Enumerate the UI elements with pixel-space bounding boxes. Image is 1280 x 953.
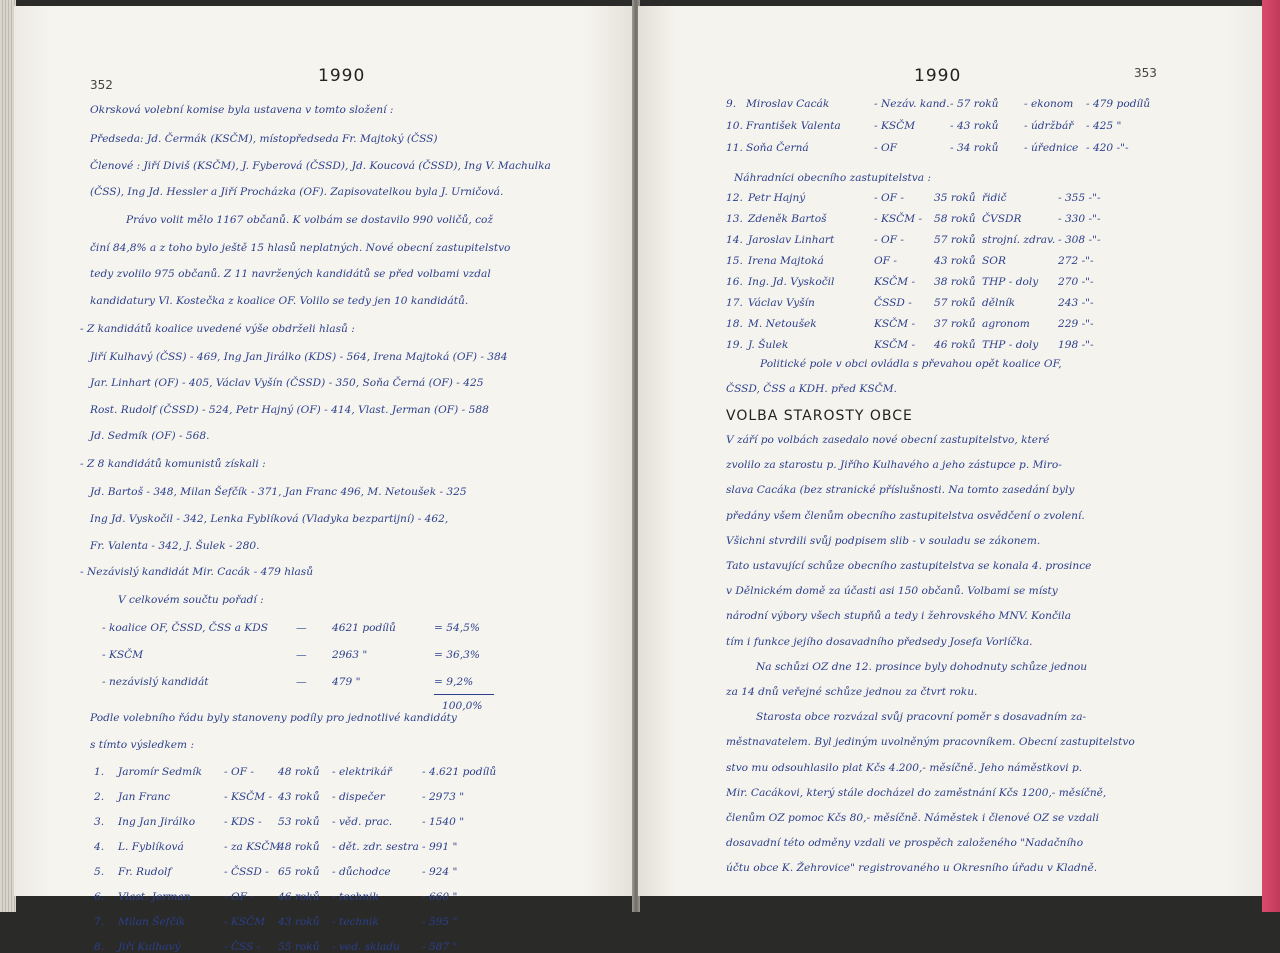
body-line: Všichni stvrdili svůj podpisem slib - v souladu se zákonem. <box>726 534 1041 547</box>
body-line: v Dělnickém domě za účasti asi 150 občanů. Volbami se místy <box>726 585 1058 598</box>
cell-party: - za KSČM <box>224 841 281 853</box>
cell-name: Vlast. Jerman <box>118 891 191 903</box>
text-line: Právo volit mělo 1167 občanů. K volbám se dostavilo 990 voličů, což <box>126 214 493 226</box>
cell-age: 43 roků <box>278 916 320 928</box>
body-line: Na schůzi OZ dne 12. prosince byly dohodnuty schůze jednou <box>756 660 1088 673</box>
body-line: za 14 dnů veřejné schůze jednou za čtvrt roku. <box>726 686 978 698</box>
cell-job: - technik <box>332 916 379 928</box>
cell-n: 5. <box>94 866 105 878</box>
cell-votes: - 420 -"- <box>1086 142 1129 154</box>
summary-label: - KSČM <box>102 649 144 661</box>
cell-name: Ing Jan Jirálko <box>118 816 196 828</box>
summary-label: - koalice OF, ČSSD, ČSS a KDS <box>102 622 268 634</box>
cell-party: - KSČM <box>874 120 916 132</box>
cell-name: Ing. Jd. Vyskočil <box>748 276 835 288</box>
cell-name: Jan Franc <box>118 791 171 803</box>
cell-job: - technik <box>332 891 379 903</box>
cell-age: - 34 roků <box>950 142 999 154</box>
body-line: předány všem členům obecního zastupitelstva osvědčení o zvolení. <box>726 509 1085 522</box>
text-line: Rost. Rudolf (ČSSD) - 524, Petr Hajný (OF) - 414, Vlast. Jerman (OF) - 588 <box>90 404 489 416</box>
cell-party: - OF <box>874 142 897 154</box>
cell-age: 58 roků <box>934 213 976 225</box>
summary-label: - nezávislý kandidát <box>102 676 209 688</box>
body-line: zvolilo za starostu p. Jiřího Kulhavého a jeho zástupce p. Miro- <box>726 459 1062 472</box>
cell-n: 18. <box>726 318 743 330</box>
cell-name: L. Fyblíková <box>118 841 184 853</box>
right-page-number: 353 <box>1134 66 1157 80</box>
text-line: Jd. Bartoš - 348, Milan Šefčík - 371, Jan Franc 496, M. Netoušek - 325 <box>90 486 467 498</box>
cell-name: Václav Vyšín <box>748 297 815 309</box>
cell-age: 35 roků <box>934 192 976 204</box>
text-line: - Z 8 kandidátů komunistů získali : <box>80 458 266 470</box>
cell-n: 1. <box>94 766 105 778</box>
cell-n: 13. <box>726 213 743 225</box>
cell-n: 16. <box>726 276 743 288</box>
summary-votes: 2963 " <box>332 649 368 661</box>
text-line: tedy zvolilo 975 občanů. Z 11 navržených kandidátů se před volbami vzdal <box>90 268 491 280</box>
cell-party: OF - <box>874 255 897 267</box>
cell-n: 2. <box>94 791 105 803</box>
cell-age: 43 roků <box>934 255 976 267</box>
cell-age: 57 roků <box>934 297 976 309</box>
cell-name: Zdeněk Bartoš <box>748 213 827 225</box>
body-line: tím i funkce jejího dosavadního předsedy Josefa Vorlíčka. <box>726 635 1033 648</box>
cell-name: Jiří Kulhavý <box>118 941 181 953</box>
summary-total: 100,0% <box>442 700 483 712</box>
cell-job: ČVSDR <box>982 213 1022 225</box>
cell-votes: - 1540 " <box>422 816 465 828</box>
body-line: stvo mu odsouhlasilo plat Kčs 4.200,- měsíčně. Jeho náměstkovi p. <box>726 761 1083 774</box>
summary-pct: = 54,5% <box>434 622 480 634</box>
text-line: Ing Jd. Vyskočil - 342, Lenka Fyblíková (Vladyka bezpartijní) - 462, <box>90 513 449 525</box>
cell-n: 6. <box>94 891 105 903</box>
cell-votes: - 2973 " <box>422 791 465 803</box>
body-line: dosavadní této odměny vzdali ve prospěch založeného "Nadačního <box>726 837 1084 850</box>
text-line: Jar. Linhart (OF) - 405, Václav Vyšín (ČSSD) - 350, Soňa Černá (OF) - 425 <box>90 377 484 389</box>
cell-age: - 43 roků <box>950 120 999 132</box>
text-line: Okrsková volební komise byla ustavena v tomto složení : <box>90 104 394 116</box>
cell-party: - KSČM - <box>874 213 923 225</box>
cell-job: strojní. zdrav. <box>982 234 1056 246</box>
cell-age: 46 roků <box>278 891 320 903</box>
cell-name: František Valenta <box>746 120 841 132</box>
cell-n: 12. <box>726 192 743 204</box>
cell-votes: 198 -"- <box>1058 339 1094 351</box>
cell-age: 43 roků <box>278 791 320 803</box>
cell-n: 3. <box>94 816 105 828</box>
cell-votes: 243 -"- <box>1058 297 1094 309</box>
text-line: činí 84,8% a z toho bylo ještě 15 hlasů neplatných. Nové obecní zastupitelstvo <box>90 242 511 254</box>
substitutes-title: Náhradníci obecního zastupitelstva : <box>734 172 932 184</box>
cell-votes: 272 -"- <box>1058 255 1094 267</box>
left-page-number: 352 <box>90 78 113 92</box>
cell-age: 46 roků <box>934 339 976 351</box>
cell-name: Fr. Rudolf <box>118 866 172 878</box>
cell-votes: - 660 " <box>422 891 458 903</box>
summary-pct: = 36,3% <box>434 649 480 661</box>
cell-job: THP - doly <box>982 276 1039 288</box>
cell-votes: 229 -"- <box>1058 318 1094 330</box>
cell-name: Jaromír Sedmík <box>118 766 203 778</box>
text-line: - Nezávislý kandidát Mir. Cacák - 479 hlasů <box>80 566 314 578</box>
body-line: slava Cacáka (bez stranické příslušnosti. Na tomto zasedání byly <box>726 484 1075 497</box>
cell-party: ČSSD - <box>874 297 912 309</box>
right-page <box>638 6 1264 896</box>
text-line: Jd. Sedmík (OF) - 568. <box>90 430 210 442</box>
body-line: městnavatelem. Byl jediným uvolněným pracovníkem. Obecní zastupitelstvo <box>726 736 1135 749</box>
cell-job: - dět. zdr. sestra <box>332 841 419 853</box>
right-page-year: 1990 <box>914 66 962 86</box>
summary-dash: — <box>296 649 307 661</box>
cell-job: - dispečer <box>332 791 385 803</box>
cell-votes: - 924 " <box>422 866 458 878</box>
cell-votes: - 330 -"- <box>1058 213 1101 225</box>
cell-n: 11. <box>726 142 743 154</box>
text-line: Jiří Kulhavý (ČSS) - 469, Ing Jan Jirálko (KDS) - 564, Irena Majtoká (OF) - 384 <box>90 351 508 363</box>
cell-name: J. Šulek <box>748 339 789 351</box>
summary-dash: — <box>296 622 307 634</box>
cell-party: KSČM - <box>874 276 916 288</box>
cell-age: 37 roků <box>934 318 976 330</box>
sum-rule <box>434 694 494 695</box>
cell-age: 48 roků <box>278 841 320 853</box>
cell-name: Miroslav Cacák <box>746 98 830 110</box>
cell-job: - elektrikář <box>332 766 392 778</box>
cell-party: - ČSS - <box>224 941 261 953</box>
cell-job: SOR <box>982 255 1006 267</box>
cell-party: - ČSSD - <box>224 866 269 878</box>
text-line: Politické pole v obci ovládla s převahou opět koalice OF, <box>760 358 1062 370</box>
text-line: Předseda: Jd. Čermák (KSČM), místopředseda Fr. Majtoký (ČSS) <box>90 133 438 145</box>
cell-party: - Nezáv. kand. <box>874 98 950 110</box>
cell-n: 9. <box>726 98 737 110</box>
cell-age: 48 roků <box>278 766 320 778</box>
summary-title: V celkovém součtu pořadí : <box>118 594 264 606</box>
text-line: Podle volebního řádu byly stanoveny podíly pro jednotlivé kandidáty <box>90 712 457 724</box>
body-line: Tato ustavující schůze obecního zastupitelstva se konala 4. prosince <box>726 560 1092 572</box>
cell-job: - údržbář <box>1024 120 1074 132</box>
cell-party: - OF - <box>224 766 254 778</box>
cell-job: řidič <box>982 192 1007 204</box>
cell-age: 55 roků <box>278 941 320 953</box>
body-line: Starosta obce rozvázal svůj pracovní poměr s dosavadním za- <box>756 711 1087 724</box>
cell-age: 53 roků <box>278 816 320 828</box>
cell-votes: - 595 " <box>422 916 458 928</box>
body-line: účtu obce K. Žehrovice" registrovaného u Okresního úřadu v Kladně. <box>726 862 1098 875</box>
cell-n: 15. <box>726 255 743 267</box>
text-line: Fr. Valenta - 342, J. Šulek - 280. <box>90 540 260 552</box>
summary-votes: 4621 podílů <box>332 622 396 634</box>
cell-n: 14. <box>726 234 743 246</box>
cell-party: - KDS - <box>224 816 262 828</box>
cell-party: - OF - <box>874 234 904 246</box>
body-line: V září po volbách zasedalo nové obecní zastupitelstvo, které <box>726 434 1050 446</box>
cell-party: - OF - <box>874 192 904 204</box>
cell-name: Irena Majtoká <box>748 255 824 267</box>
cell-votes: - 991 " <box>422 841 458 853</box>
section-heading: VOLBA STAROSTY OBCE <box>726 408 913 424</box>
cell-n: 19. <box>726 339 743 351</box>
summary-dash: — <box>296 676 307 688</box>
text-line: kandidatury Vl. Kostečka z koalice OF. Volilo se tedy jen 10 kandidátů. <box>90 295 469 307</box>
cell-age: 57 roků <box>934 234 976 246</box>
cell-party: - KSČM - <box>224 791 273 803</box>
cell-job: - věd. prac. <box>332 816 393 828</box>
cell-age: 38 roků <box>934 276 976 288</box>
cell-job: - důchodce <box>332 866 391 878</box>
body-line: národní výbory všech stupňů a tedy i žehrovského MNV. Končila <box>726 610 1072 623</box>
cell-n: 4. <box>94 841 105 853</box>
cell-name: Milan Šefčík <box>118 916 186 928</box>
cell-votes: - 425 " <box>1086 120 1122 132</box>
body-line: členům OZ pomoc Kčs 80,- měsíčně. Náměstek i členové OZ se vzdali <box>726 812 1100 824</box>
cell-job: THP - doly <box>982 339 1039 351</box>
body-line: Mir. Cacákovi, který stále docházel do zaměstnání Kčs 1200,- měsíčně, <box>726 786 1107 799</box>
cell-votes: - 587 " <box>422 941 458 953</box>
text-line: (ČSS), Ing Jd. Hessler a Jiří Procházka (OF). Zapisovatelkou byla J. Urničová. <box>90 186 504 198</box>
text-line: - Z kandidátů koalice uvedené výše obdrželi hlasů : <box>80 323 355 335</box>
cell-name: M. Netoušek <box>748 318 817 330</box>
cell-n: 8. <box>94 941 105 953</box>
left-page-year: 1990 <box>318 66 366 86</box>
cell-job: - ved. skladu <box>332 941 400 953</box>
cell-name: Soňa Černá <box>746 142 809 154</box>
text-line: ČSSD, ČSS a KDH. před KSČM. <box>726 383 897 395</box>
cell-n: 17. <box>726 297 743 309</box>
cell-name: Petr Hajný <box>748 192 806 204</box>
cell-votes: 270 -"- <box>1058 276 1094 288</box>
summary-pct: = 9,2% <box>434 676 474 688</box>
book-cover-edge <box>1262 0 1280 912</box>
summary-votes: 479 " <box>332 676 361 688</box>
cell-age: - 57 roků <box>950 98 999 110</box>
cell-votes: - 4.621 podílů <box>422 766 497 778</box>
text-line: Členové : Jiří Diviš (KSČM), J. Fyberová (ČSSD), Jd. Koucová (ČSSD), Ing V. Machulka <box>90 160 551 172</box>
cell-n: 7. <box>94 916 105 928</box>
cell-name: Jaroslav Linhart <box>748 234 835 246</box>
cell-party: KSČM - <box>874 318 916 330</box>
cell-party: KSČM - <box>874 339 916 351</box>
cell-party: - OF - <box>224 891 254 903</box>
cell-votes: - 355 -"- <box>1058 192 1101 204</box>
text-line: s tímto výsledkem : <box>90 739 195 751</box>
cell-party: - KSČM <box>224 916 266 928</box>
cell-n: 10. <box>726 120 743 132</box>
cell-votes: - 308 -"- <box>1058 234 1101 246</box>
cell-job: - ekonom <box>1024 98 1074 110</box>
cell-job: - úřednice <box>1024 142 1079 154</box>
cell-age: 65 roků <box>278 866 320 878</box>
cell-votes: - 479 podílů <box>1086 98 1151 110</box>
cell-job: dělník <box>982 297 1016 309</box>
left-page <box>14 6 634 953</box>
cell-job: agronom <box>982 318 1030 330</box>
